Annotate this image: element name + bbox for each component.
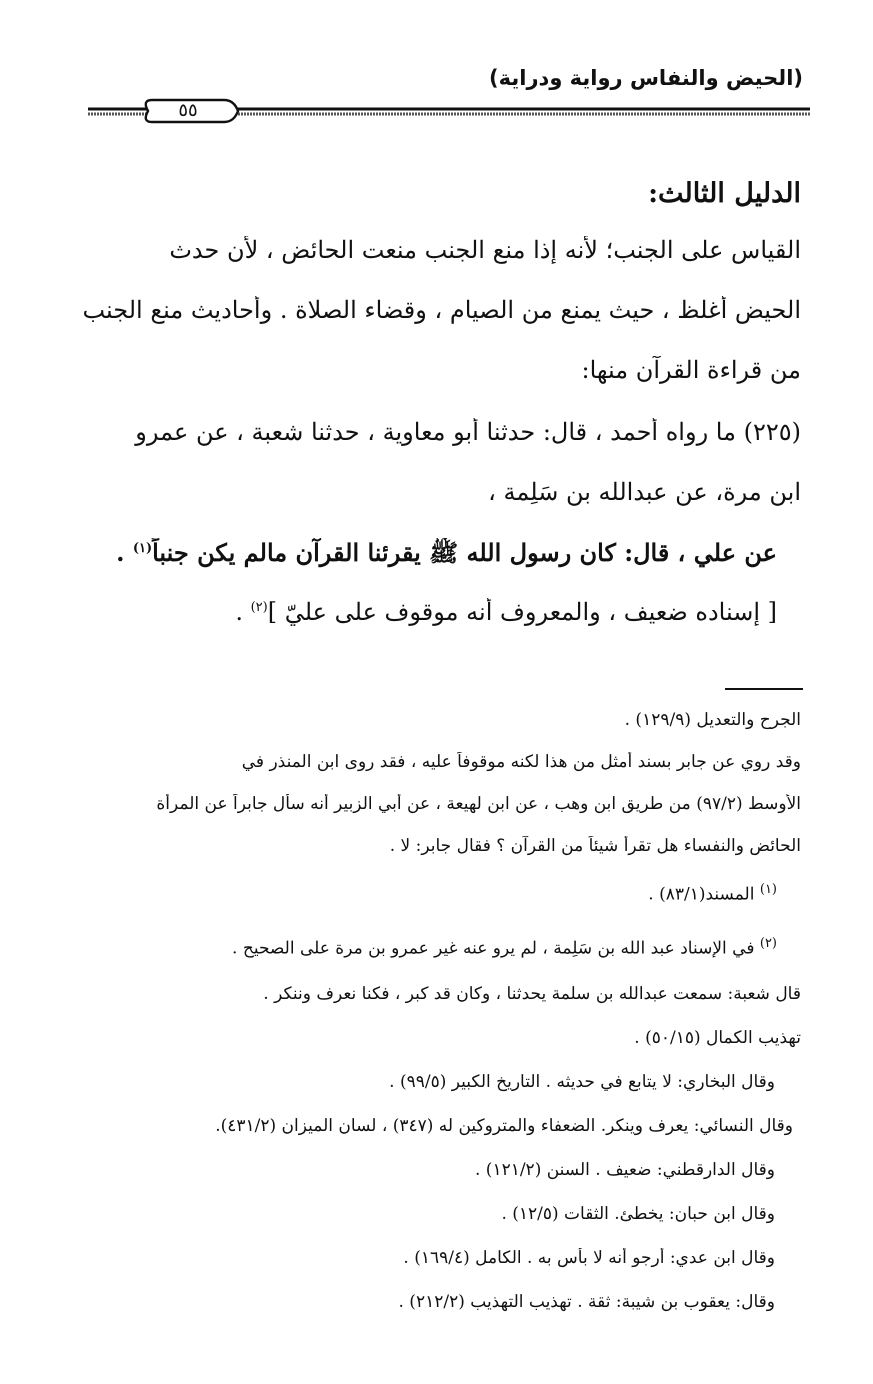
footnote-separator — [725, 688, 803, 690]
footnote-line-14: وقال: يعقوب بن شيبة: ثقة . تهذيب التهذيب (٢١٢/٢) . — [398, 1292, 775, 1312]
footnote-line-11: وقال الدارقطني: ضعيف . السنن (١٢١/٢) . — [474, 1160, 775, 1180]
footnote-line-1: الجرح والتعديل (١٢٩/٩) . — [624, 710, 801, 730]
footnote-line-9: وقال البخاري: لا يتابع في حديثه . التاريخ الكبير (٩٩/٥) . — [389, 1072, 775, 1092]
footnote-2-marker: (٢) — [759, 936, 777, 951]
footnote-line-7: قال شعبة: سمعت عبدالله بن سلمة يحدثنا ، وكان قد كبر ، فكنا نعرف وننكر . — [263, 984, 801, 1004]
grading-end-mark: . — [235, 598, 243, 626]
hadith-text: عن علي ، قال: كان رسول الله ﷺ يقرئنا القرآن مالم يكن جنباً — [152, 538, 777, 567]
page-number: ٥٥ — [178, 100, 198, 121]
grading-footnote-ref: (٢) — [250, 600, 268, 615]
footnote-line-8: تهذيب الكمال (٥٠/١٥) . — [634, 1028, 801, 1048]
footnote-2 — [66, 936, 777, 959]
section-heading: الدليل الثالث: — [648, 178, 801, 209]
grading-line — [66, 598, 777, 626]
footnote-line-12: وقال ابن حبان: يخطئ. الثقات (١٢/٥) . — [501, 1204, 775, 1224]
footnote-line-3: الأوسط (٩٧/٢) من طريق ابن وهب ، عن ابن لهيعة ، عن أبي الزبير أنه سأل جابراً عن المرأة — [156, 794, 801, 814]
footnote-1-marker: (١) — [759, 882, 777, 897]
running-title: (الحيض والنفاس رواية ودراية) — [489, 66, 803, 90]
grading-text: [ إسناده ضعيف ، والمعروف أنه موقوف على عليّ ] — [267, 598, 777, 626]
footnote-1-text: المسند(٨٣/١) . — [648, 884, 755, 905]
footnote-line-10: وقال النسائي: يعرف وينكر. الضعفاء والمتروكين له (٣٤٧) ، لسان الميزان (٤٣١/٢). — [215, 1116, 793, 1136]
footnote-line-2: وقد روي عن جابر بسند أمثل من هذا لكنه موقوفاً عليه ، فقد روى ابن المنذر في — [241, 752, 801, 772]
footnote-line-13: وقال ابن عدي: أرجو أنه لا بأس به . الكامل (١٦٩/٤) . — [403, 1248, 775, 1268]
hadith-footnote-ref: (١) — [132, 541, 153, 556]
body-line-4: (٢٢٥) ما رواه أحمد ، قال: حدثنا أبو معاوية ، حدثنا شعبة ، عن عمرو — [135, 418, 801, 446]
hadith-line — [66, 538, 777, 573]
body-line-5: ابن مرة، عن عبدالله بن سَلِمة ، — [488, 478, 801, 506]
body-line-2: الحيض أغلظ ، حيث يمنع من الصيام ، وقضاء الصلاة . وأحاديث منع الجنب — [82, 296, 801, 324]
body-line-3: من قراءة القرآن منها: — [581, 356, 801, 384]
footnote-1 — [66, 882, 777, 905]
footnote-line-4: الحائض والنفساء هل تقرأ شيئاً من القرآن ؟ فقال جابر: لا . — [389, 836, 801, 856]
body-line-1: القياس على الجنب؛ لأنه إذا منع الجنب منعت الحائض ، لأن حدث — [169, 236, 801, 264]
footnote-2-text: في الإسناد عبد الله بن سَلِمة ، لم يرو عنه غير عمرو بن مرة على الصحيح . — [232, 938, 755, 959]
hadith-end-mark: . — [116, 538, 125, 567]
